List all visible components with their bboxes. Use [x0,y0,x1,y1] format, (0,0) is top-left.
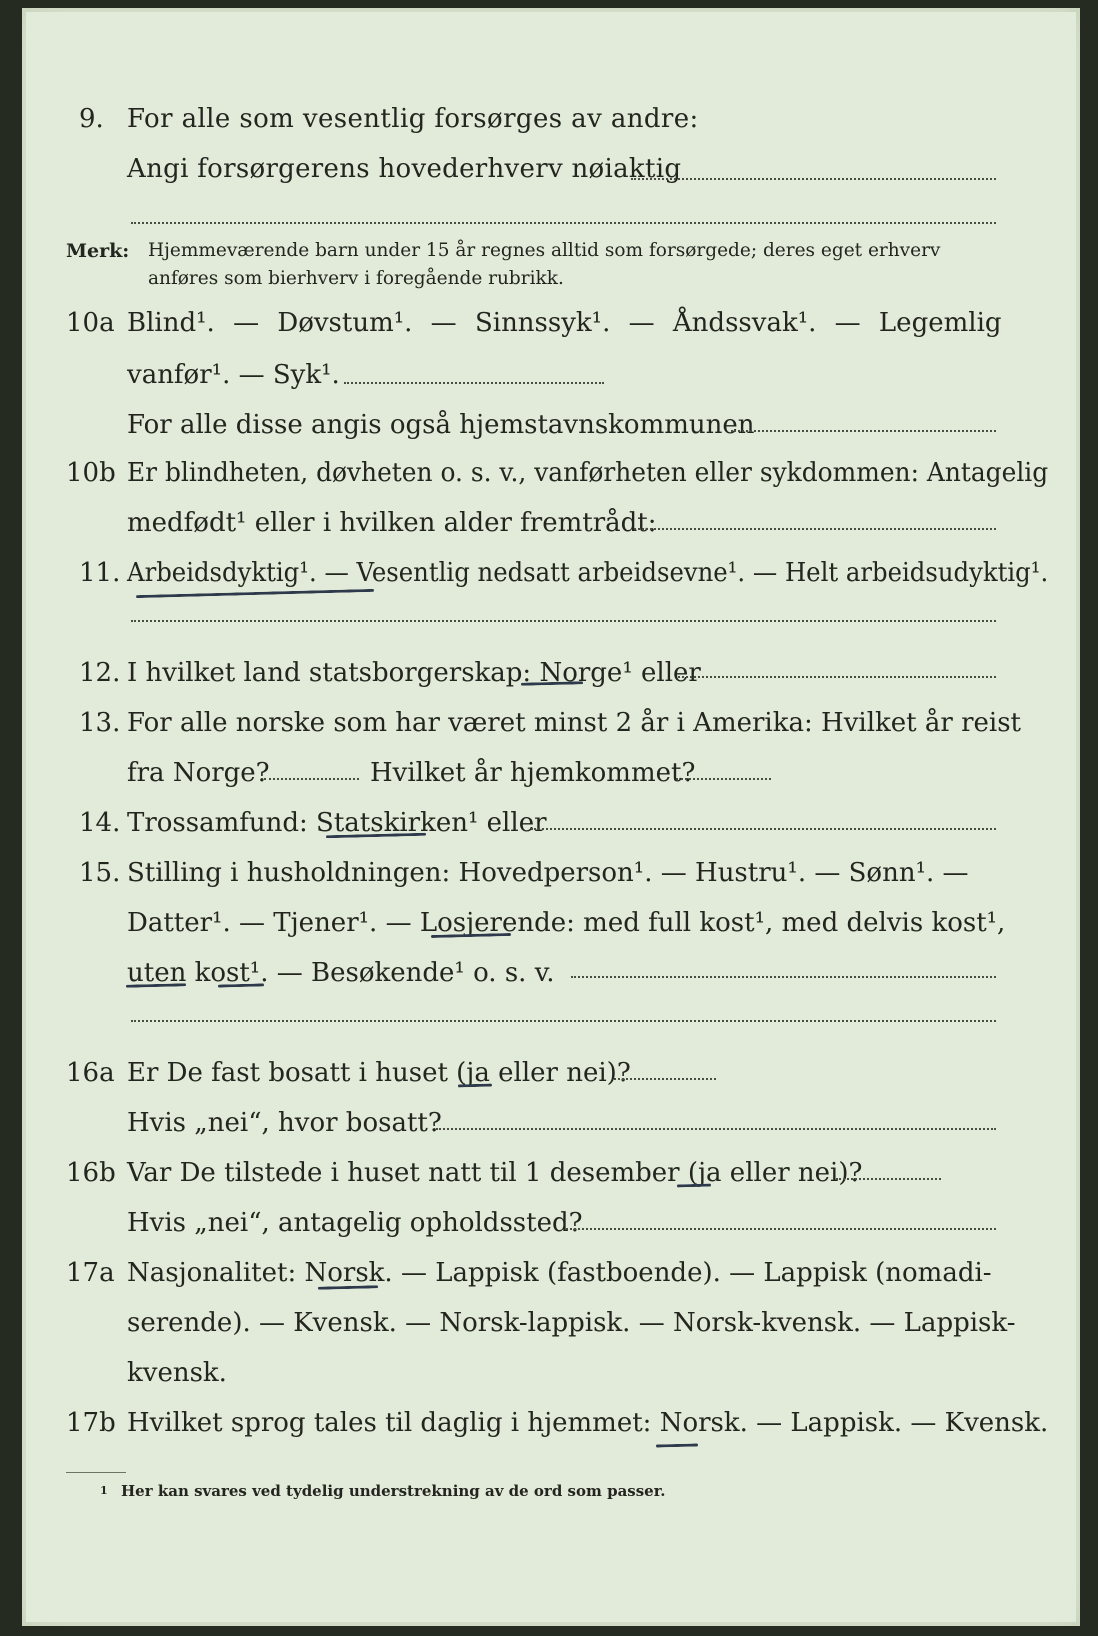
q15-question-2: Datter¹. — Tjener¹. — Losjerende: med full kost¹, med delvis kost¹, [127,908,1006,938]
q15-number: 15. [79,858,121,888]
q11-number: 11. [79,558,121,588]
merk-text-1: Hjemmeværende barn under 15 år regnes alltid som forsørgede; deres eget erhverv [148,240,941,261]
q13-reist-line[interactable] [264,778,359,780]
q10b-number: 10b [66,458,116,488]
q9-sub-question: Angi forsørgerens hovederhverv nøiaktig [127,154,682,184]
q13-hjemkommet-label: Hvilket år hjemkommet? [370,758,696,788]
q15-question: Stilling i husholdningen: Hovedperson¹. — Hustru¹. — Sønn¹. — [127,858,969,888]
q10a-hjemstavn: For alle disse angis også hjemstavnskommunen [127,410,755,440]
q16b-number: 16b [66,1158,116,1188]
q14-answer-line[interactable] [531,828,996,830]
q16a-bosatt-line[interactable] [436,1128,996,1130]
q11-pen-underline [136,589,374,598]
q15-answer-line[interactable] [571,976,996,978]
form-page [26,12,1076,1622]
q9-answer-line[interactable] [631,178,996,180]
q16a-question: Er De fast bosatt i huset (ja eller nei)? [127,1058,631,1088]
q17b-question: Hvilket sprog tales til daglig i hjemmet: Norsk. — Lappisk. — Kvensk. [127,1408,1049,1438]
q10a-question-2: vanfør¹. — Syk¹. [127,360,340,390]
q10b-answer-line[interactable] [634,528,996,530]
q9-answer-line-2[interactable] [131,222,996,224]
q16b-opholdssted-label: Hvis „nei“, antagelig opholdssted? [127,1208,583,1238]
q9-question: For alle som vesentlig forsørges av andre: [127,104,699,134]
q14-question: Trossamfund: Statskirken¹ eller [127,808,547,838]
q17a-question-3: kvensk. [127,1358,227,1388]
q15-question-3: uten kost¹. — Besøkende¹ o. s. v. [127,958,555,988]
q17a-number: 17a [66,1258,115,1288]
q16a-number: 16a [66,1058,115,1088]
q12-number: 12. [79,658,121,688]
q14-number: 14. [79,808,121,838]
q10a-number: 10a [66,308,115,338]
q12-question: I hvilket land statsborgerskap: Norge¹ eller [127,658,701,688]
q17a-pen-underline [318,1285,378,1290]
q16b-opholdssted-line[interactable] [566,1228,996,1230]
merk-text-2: anføres som bierhverv i foregående rubrikk. [148,268,564,289]
q9-number: 9. [79,104,104,134]
q17b-number: 17b [66,1408,116,1438]
q15-answer-line-2[interactable] [131,1020,996,1022]
q11-answer-line[interactable] [131,620,996,622]
q16b-question: Var De tilstede i huset natt til 1 desember (ja eller nei)? [127,1158,863,1188]
footnote-rule [66,1472,126,1473]
q13-reist-label: fra Norge? [127,758,270,788]
q17b-pen-underline [656,1443,698,1447]
q13-question: For alle norske som har været minst 2 år i Amerika: Hvilket år reist [127,708,1021,738]
merk-label: Merk: [66,240,130,262]
q13-hjemkommet-line[interactable] [676,778,771,780]
footnote-mark: 1 [100,1484,108,1497]
q10a-hjemstavn-line[interactable] [731,430,996,432]
footnote-text: Her kan svares ved tydelig understrekning av de ord som passer. [121,1482,666,1500]
q12-answer-line[interactable] [678,676,996,678]
form-sheet [22,8,1080,1626]
q10a-answer-line[interactable] [344,382,604,384]
q17a-question: Nasjonalitet: Norsk. — Lappisk (fastboende). — Lappisk (nomadi- [127,1258,992,1288]
q13-number: 13. [79,708,121,738]
q10b-question-2: medfødt¹ eller i hvilken alder fremtrådt: [127,508,657,538]
q17a-question-2: serende). — Kvensk. — Norsk-lappisk. — Norsk-kvensk. — Lappisk- [127,1308,1016,1338]
q10a-question: Blind¹. — Døvstum¹. — Sinnssyk¹. — Åndssvak¹. — Legemlig [127,308,1002,338]
q16b-answer-line[interactable] [836,1178,941,1180]
q10b-question: Er blindheten, døvheten o. s. v., vanførheten eller sykdommen: Antagelig [127,458,1049,488]
q16a-answer-line[interactable] [614,1078,716,1080]
q11-question: Arbeidsdyktig¹. — Vesentlig nedsatt arbeidsevne¹. — Helt arbeidsudyktig¹. [127,558,1049,588]
q16a-bosatt-label: Hvis „nei“, hvor bosatt? [127,1108,442,1138]
